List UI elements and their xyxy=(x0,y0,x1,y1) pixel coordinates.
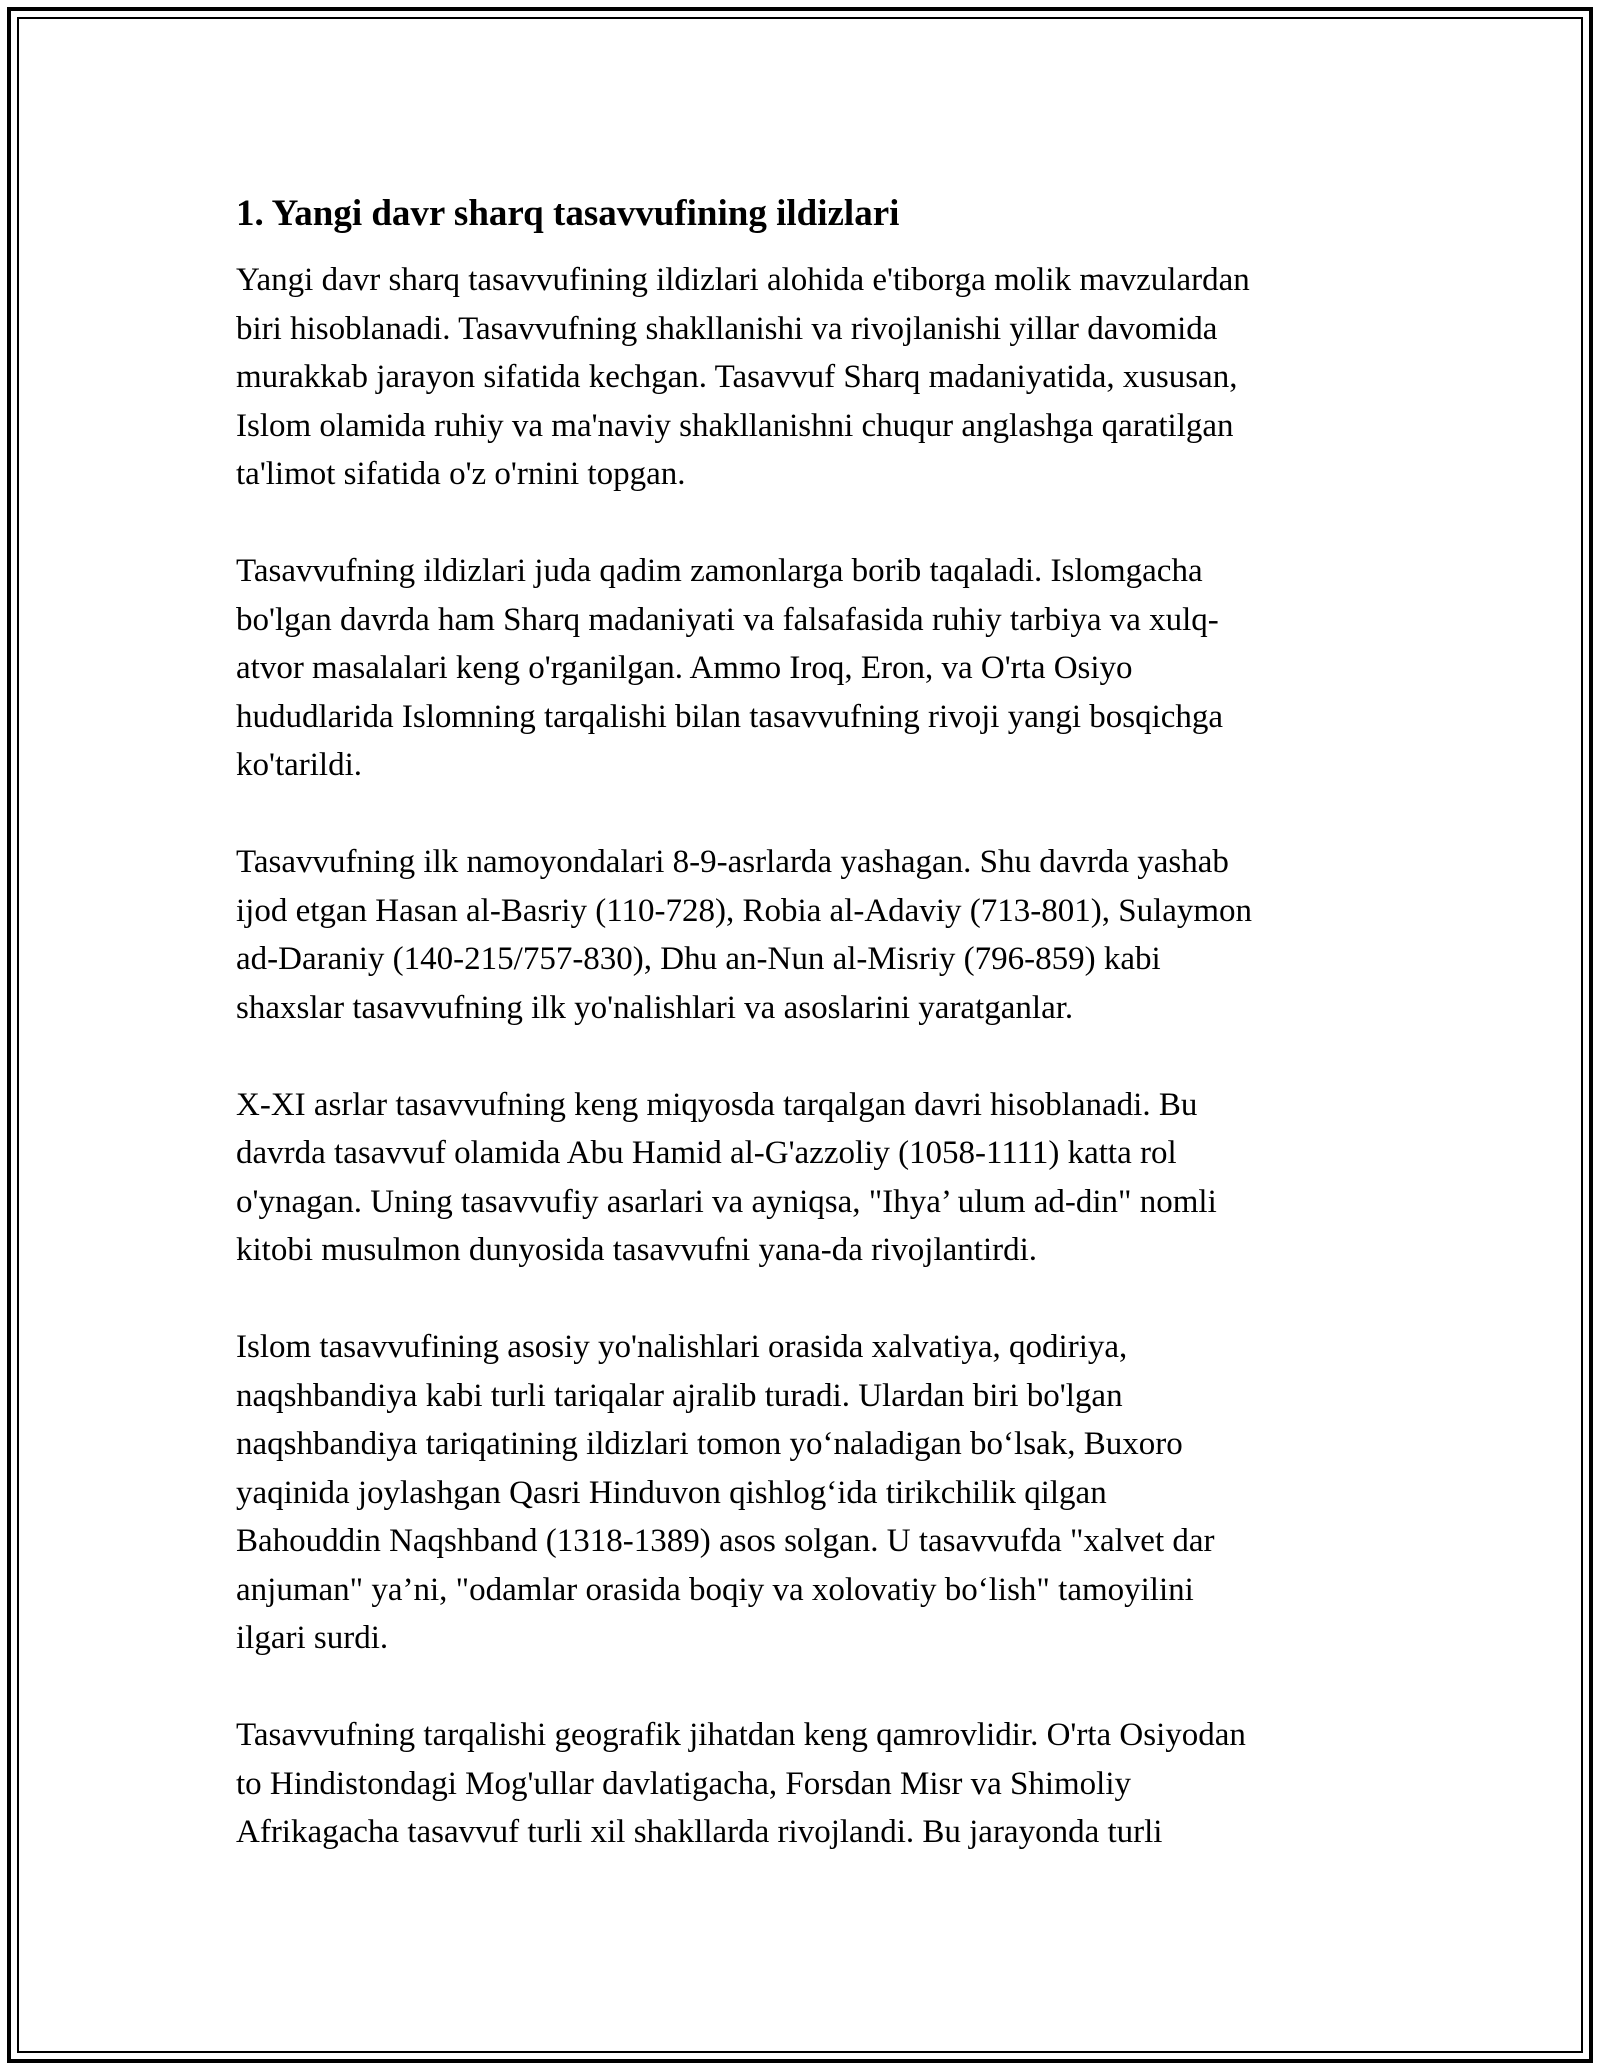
text-line: naqshbandiya tariqatining ildizlari tomon yo‘naladigan bo‘lsak, Buxoro xyxy=(236,1426,1183,1462)
text-line: shaxslar tasavvufning ilk yo'nalishlari va asoslarini yaratganlar. xyxy=(236,989,1074,1026)
text-line: hududlarida Islomning tarqalishi bilan tasavvufning rivoji yangi bosqichga xyxy=(236,698,1224,735)
document-body xyxy=(236,186,1376,1857)
text-line: ilgari surdi. xyxy=(236,1620,389,1656)
text-line: ad-Daraniy (140-215/757-830), Dhu an-Nun al-Misriy (796-859) kabi xyxy=(236,941,1161,977)
text-line: bo'lgan davrda ham Sharq madaniyati va falsafasida ruhiy tarbiya va xulq- xyxy=(236,601,1219,638)
text-line: Bahouddin Naqshband (1318-1389) asos solgan. U tasavvufda "xalvet dar xyxy=(236,1523,1215,1559)
paragraph-3 xyxy=(236,838,1376,1032)
page-title: 1. Yangi davr sharq tasavvufining ildizlari xyxy=(236,193,900,234)
paragraph-4 xyxy=(236,1081,1376,1275)
text-line: atvor masalalari keng o'rganilgan. Ammo Iroq, Eron, va O'rta Osiyo xyxy=(236,650,1133,686)
paragraph-6 xyxy=(236,1711,1376,1857)
text-line: ijod etgan Hasan al-Basriy (110-728), Robia al-Adaviy (713-801), Sulaymon xyxy=(236,892,1253,929)
text-line: to Hindistondagi Mog'ullar davlatigacha, Forsdan Misr va Shimoliy xyxy=(236,1765,1132,1802)
text-line: ko'tarildi. xyxy=(236,747,363,783)
text-line: Tasavvufning ildizlari juda qadim zamonlarga borib taqaladi. Islomgacha xyxy=(236,553,1203,589)
text-line: naqshbandiya kabi turli tariqalar ajralib turadi. Ulardan biri bo'lgan xyxy=(236,1377,1123,1414)
text-line: Tasavvufning ilk namoyondalari 8-9-asrlarda yashagan. Shu davrda yashab xyxy=(236,844,1229,880)
text-line: Islom tasavvufining asosiy yo'nalishlari orasida xalvatiya, qodiriya, xyxy=(236,1329,1128,1365)
text-line: ta'limot sifatida o'z o'rnini topgan. xyxy=(236,456,686,492)
paragraph-5 xyxy=(236,1323,1376,1663)
text-line: anjuman" ya’ni, "odamlar orasida boqiy va xolovatiy bo‘lish" tamoyilini xyxy=(236,1571,1194,1608)
text-line: biri hisoblanadi. Tasavvufning shakllanishi va rivojlanishi yillar davomida xyxy=(236,310,1218,347)
paragraph-2 xyxy=(236,547,1376,790)
text-line: davrda tasavvuf olamida Abu Hamid al-G'azzoliy (1058-1111) katta rol xyxy=(236,1135,1177,1171)
text-line: Islom olamida ruhiy va ma'naviy shakllanishni chuqur anglashga qaratilgan xyxy=(236,407,1234,444)
text-line: X-XI asrlar tasavvufning keng miqyosda tarqalgan davri hisoblanadi. Bu xyxy=(236,1086,1198,1123)
text-line: Yangi davr sharq tasavvufining ildizlari alohida e'tiborga molik mavzulardan xyxy=(236,262,1250,298)
text-line: Afrikagacha tasavvuf turli xil shakllarda rivojlandi. Bu jarayonda turli xyxy=(236,1814,1163,1850)
paragraph-1 xyxy=(236,256,1376,499)
text-line: yaqinida joylashgan Qasri Hinduvon qishlog‘ida tirikchilik qilgan xyxy=(236,1474,1107,1511)
text-line: murakkab jarayon sifatida kechgan. Tasavvuf Sharq madaniyatida, xususan, xyxy=(236,359,1238,395)
text-line: Tasavvufning tarqalishi geografik jihatdan keng qamrovlidir. O'rta Osiyodan xyxy=(236,1717,1246,1753)
text-line: kitobi musulmon dunyosida tasavvufni yana-da rivojlantirdi. xyxy=(236,1232,1038,1268)
text-line: o'ynagan. Uning tasavvufiy asarlari va ayniqsa, "Ihya’ ulum ad-din" nomli xyxy=(236,1183,1217,1220)
